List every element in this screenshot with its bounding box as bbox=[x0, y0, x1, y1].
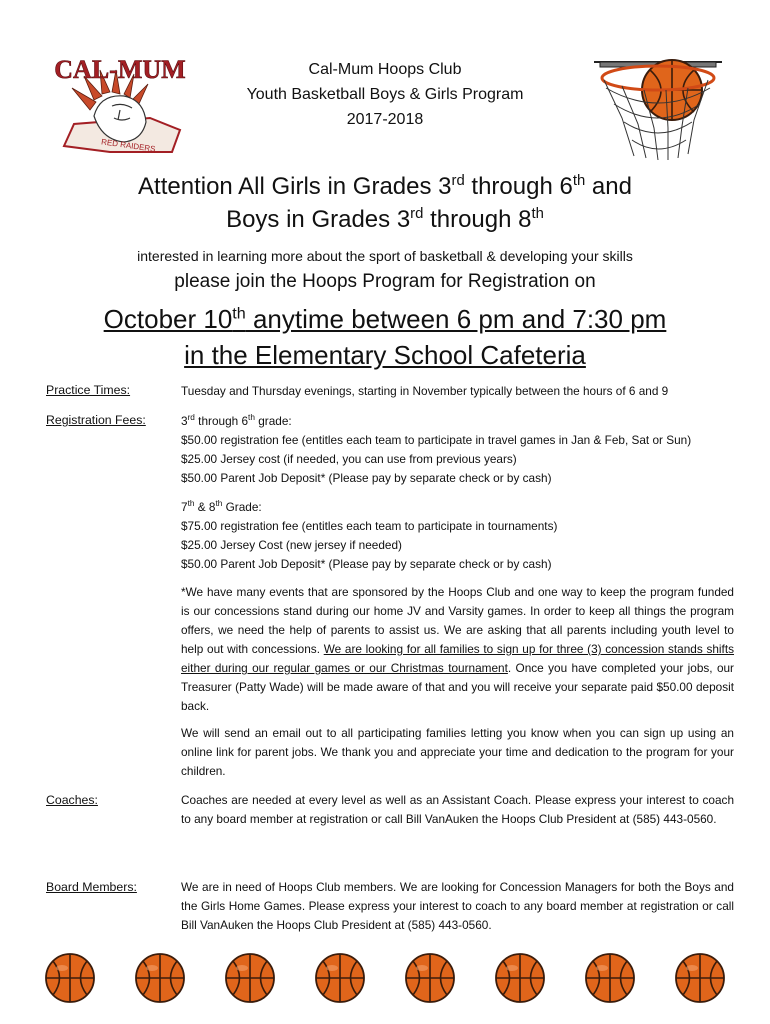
basketball-icon bbox=[496, 954, 544, 1002]
grades-3-6-heading: 3rd through 6th grade: bbox=[181, 413, 292, 428]
logo-name: CAL-MUM bbox=[54, 55, 186, 84]
basketball-icon bbox=[406, 954, 454, 1002]
grades-7-8-heading: 7th & 8th Grade: bbox=[181, 499, 262, 514]
concessions-note: *We have many events that are sponsored by the Hoops Club and one way to keep the program funded is our concessions stand during our home JV and Varsity games. In order to keep all things the program offers, we need the help of parents to assist us. We are asking that all parents including youth level to help out with concessions. We are looking for all families to sign up for three (3) concession stands shifts either during our regular games or our Christmas tournament. Once you have completed your jobs, our Treasurer (Patty Wade) will be made aware of that and you will receive your separate paid $50.00 deposit back. bbox=[181, 585, 735, 713]
basketball-icon bbox=[676, 954, 724, 1002]
concessions-request: We are looking for all families to sign up for three (3) concession stands shifts either during our regular games or our Christmas tournament bbox=[181, 642, 735, 675]
coaches-label: Coaches: bbox=[46, 793, 98, 807]
headline-girls: Attention All Girls in Grades 3rd through 6th and bbox=[138, 173, 632, 200]
program-name: Youth Basketball Boys & Girls Program bbox=[246, 86, 524, 103]
board-members-label: Board Members: bbox=[46, 880, 137, 894]
season-years: 2017-2018 bbox=[346, 111, 424, 128]
basketball-icon bbox=[226, 954, 274, 1002]
practice-times-label: Practice Times: bbox=[46, 383, 131, 397]
basketball-icon bbox=[586, 954, 634, 1002]
fee-line: $50.00 registration fee (entitles each team to participate in travel games in Jan & Feb, Sat or Sun) bbox=[181, 433, 692, 447]
fee-line: $25.00 Jersey Cost (new jersey if needed) bbox=[181, 538, 402, 552]
interest-line: interested in learning more about the sport of basketball & developing your skills bbox=[137, 248, 633, 264]
fee-line: $50.00 Parent Job Deposit* (Please pay by separate check or by cash) bbox=[181, 471, 552, 485]
registration-location: in the Elementary School Cafeteria bbox=[184, 340, 586, 370]
basketball-icon bbox=[316, 954, 364, 1002]
fee-line: $25.00 Jersey cost (if needed, you can use from previous years) bbox=[181, 452, 517, 466]
headline-boys: Boys in Grades 3rd through 8th bbox=[226, 206, 544, 233]
fees-grades-3-6 bbox=[181, 412, 734, 488]
headline bbox=[0, 170, 770, 236]
registration-fees-label: Registration Fees: bbox=[46, 413, 146, 427]
board-members-text: We are in need of Hoops Club members. We are looking for Concession Managers for both the Boys and the Girls Home Games. Please express your interest to coach to any board member at registration or call Bill VanAuken the Hoops Club President at (585) 443-0560. bbox=[181, 880, 734, 932]
logo-ribbon: RED RAIDERS bbox=[100, 137, 157, 154]
parent-jobs-email-note: We will send an email out to all participating families letting you know when you can sign up using an online link for parent jobs. We thank you and appreciate your time and dedication to the program for your children. bbox=[181, 726, 734, 778]
basketball-icon bbox=[46, 954, 94, 1002]
fee-line: $50.00 Parent Job Deposit* (Please pay by separate check or by cash) bbox=[181, 557, 552, 571]
practice-times-text: Tuesday and Thursday evenings, starting in November typically between the hours of 6 and 9 bbox=[181, 384, 669, 398]
fees-grades-7-8 bbox=[181, 498, 734, 574]
basketball-border bbox=[0, 948, 770, 1008]
registration-date: October 10th anytime between 6 pm and 7:30 pm bbox=[103, 304, 667, 334]
registration-date-location bbox=[0, 301, 770, 373]
fee-line: $75.00 registration fee (entitles each team to participate in tournaments) bbox=[181, 519, 558, 533]
registration-invite: please join the Hoops Program for Registration on bbox=[174, 271, 596, 292]
program-header bbox=[0, 57, 770, 132]
coaches-text: Coaches are needed at every level as well as an Assistant Coach. Please express your interest to coach to any board member at registration or call Bill VanAuken the Hoops Club President at (585) 443-0560. bbox=[181, 793, 734, 826]
basketball-icon bbox=[136, 954, 184, 1002]
club-name: Cal-Mum Hoops Club bbox=[308, 61, 462, 78]
